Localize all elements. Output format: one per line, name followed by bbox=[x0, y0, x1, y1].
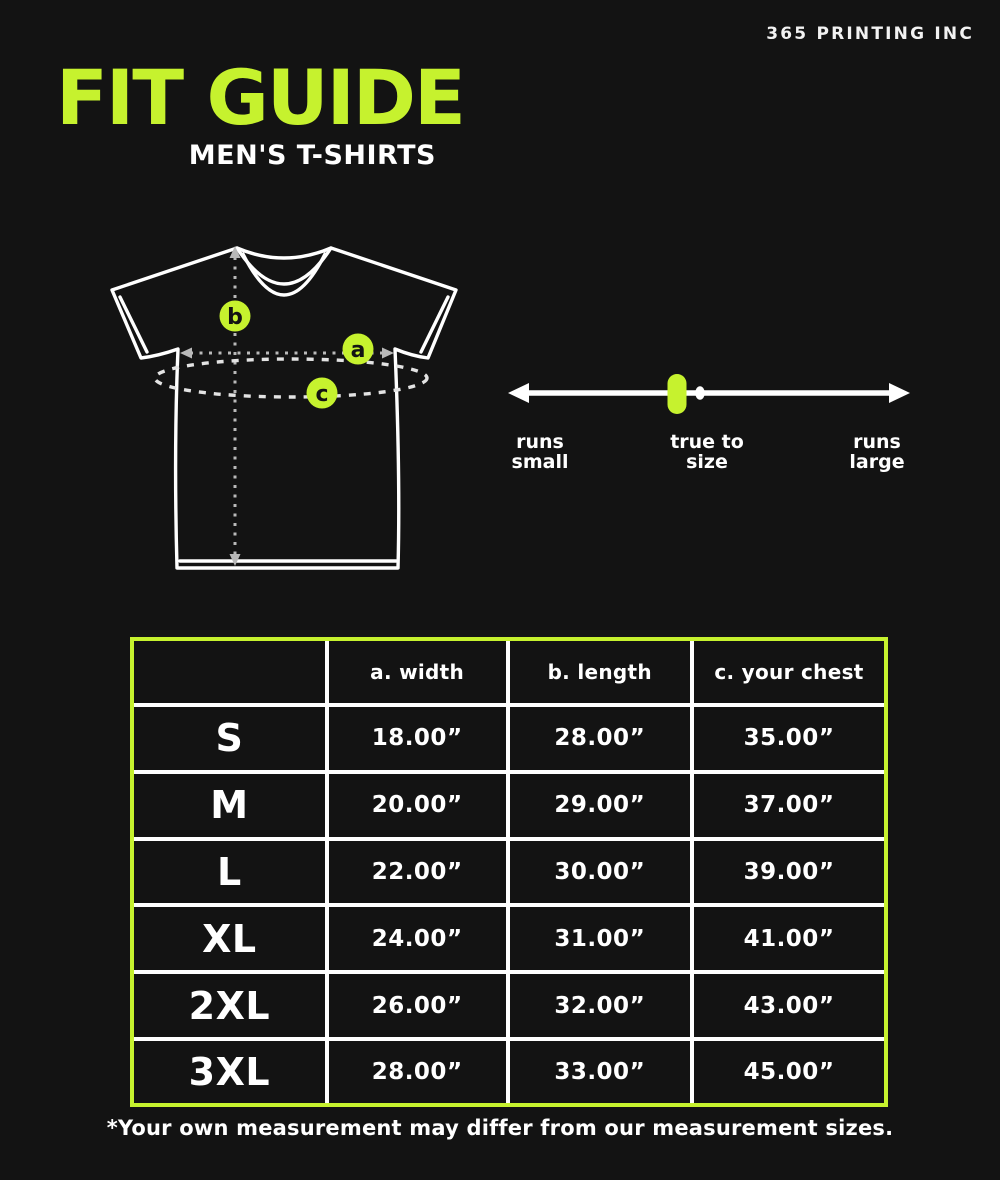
size-table bbox=[134, 641, 884, 1103]
length-cell: 28.00” bbox=[508, 705, 693, 772]
table-row bbox=[134, 905, 884, 972]
fit-indicator-pill bbox=[668, 374, 687, 414]
chest-cell: 43.00” bbox=[692, 972, 884, 1039]
table-row bbox=[134, 705, 884, 772]
width-cell: 18.00” bbox=[327, 705, 508, 772]
length-cell: 31.00” bbox=[508, 905, 693, 972]
size-cell: L bbox=[134, 839, 327, 906]
length-cell: 33.00” bbox=[508, 1039, 693, 1103]
fit-scale-arrow-left-icon bbox=[508, 383, 529, 403]
width-arrow-right-icon bbox=[382, 348, 394, 359]
size-cell: 2XL bbox=[134, 972, 327, 1039]
size-table-container bbox=[130, 637, 888, 1107]
width-arrow-left-icon bbox=[180, 348, 192, 359]
size-cell: 3XL bbox=[134, 1039, 327, 1103]
measurement-disclaimer: *Your own measurement may differ from our measurement sizes. bbox=[106, 1116, 894, 1140]
brand-name: 365 PRINTING INC bbox=[766, 24, 974, 44]
chest-cell: 35.00” bbox=[692, 705, 884, 772]
header-cell-width: a. width bbox=[327, 641, 508, 705]
fit-scale-label-runs-large: runs large bbox=[849, 431, 905, 473]
collar-inner-arc bbox=[243, 254, 325, 295]
fit-scale-arrow-right-icon bbox=[889, 383, 910, 403]
table-row bbox=[134, 1039, 884, 1103]
size-cell: XL bbox=[134, 905, 327, 972]
chest-cell: 41.00” bbox=[692, 905, 884, 972]
header-cell-chest: c. your chest bbox=[692, 641, 884, 705]
marker-c-label: c bbox=[315, 382, 329, 407]
fit-scale-center-dot bbox=[695, 386, 705, 400]
width-cell: 26.00” bbox=[327, 972, 508, 1039]
chest-cell: 39.00” bbox=[692, 839, 884, 906]
fit-scale-label-true-to-size: true to size bbox=[670, 431, 744, 473]
header-cell-length: b. length bbox=[508, 641, 693, 705]
page-title: FIT GUIDE bbox=[56, 53, 464, 142]
chest-cell: 45.00” bbox=[692, 1039, 884, 1103]
tshirt-diagram bbox=[100, 235, 480, 585]
width-cell: 24.00” bbox=[327, 905, 508, 972]
width-cell: 20.00” bbox=[327, 772, 508, 839]
width-cell: 28.00” bbox=[327, 1039, 508, 1103]
table-row bbox=[134, 772, 884, 839]
size-cell: M bbox=[134, 772, 327, 839]
page-subtitle: MEN'S T-SHIRTS bbox=[188, 140, 436, 171]
size-table-header-row bbox=[134, 641, 884, 705]
fit-scale bbox=[505, 362, 915, 420]
length-cell: 32.00” bbox=[508, 972, 693, 1039]
header-cell-empty bbox=[134, 641, 327, 705]
width-cell: 22.00” bbox=[327, 839, 508, 906]
length-cell: 30.00” bbox=[508, 839, 693, 906]
size-cell: S bbox=[134, 705, 327, 772]
table-row bbox=[134, 972, 884, 1039]
fit-scale-label-runs-small: runs small bbox=[511, 431, 569, 473]
marker-a-label: a bbox=[350, 338, 366, 363]
chest-measure-ellipse bbox=[155, 359, 427, 397]
marker-b-label: b bbox=[227, 305, 243, 330]
chest-cell: 37.00” bbox=[692, 772, 884, 839]
length-cell: 29.00” bbox=[508, 772, 693, 839]
table-row bbox=[134, 839, 884, 906]
